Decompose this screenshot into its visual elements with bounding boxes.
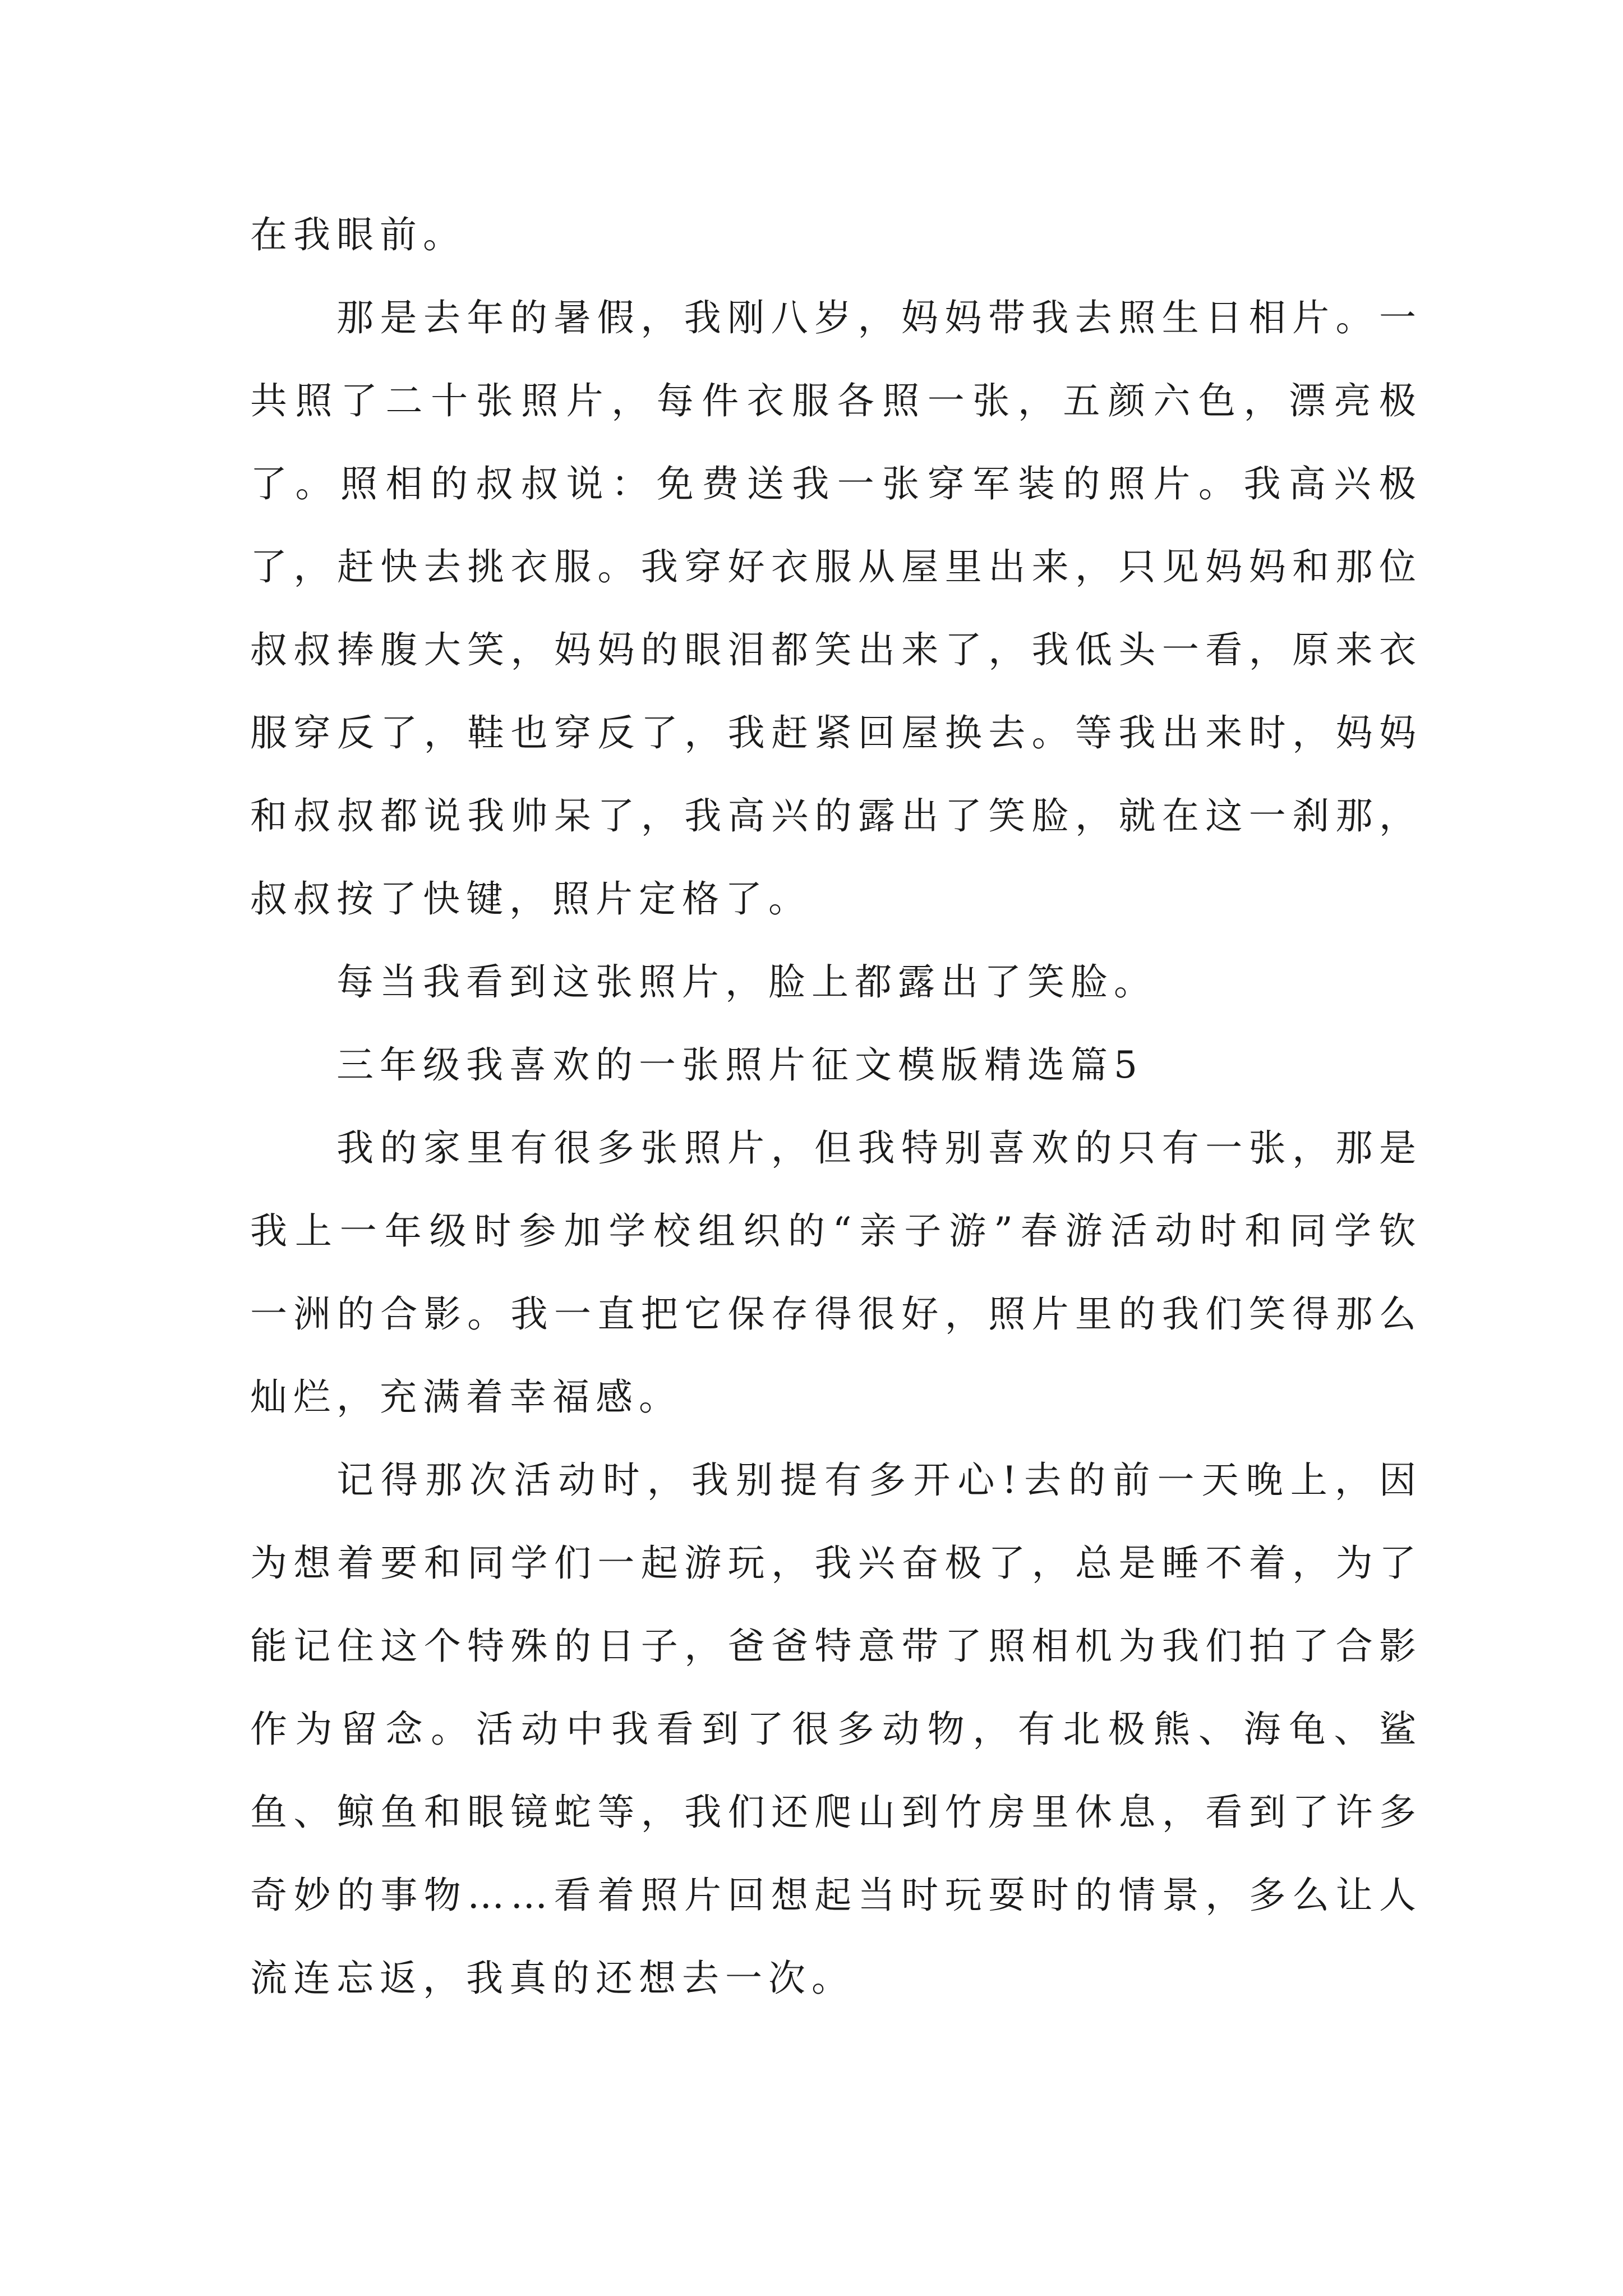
document-body [250, 194, 1422, 2020]
paragraph-family-photos: 我的家里有很多张照片，但我特别喜欢的只有一张，那是我上一年级时参加学校组织的“亲子游”春游活动时和同学钦一洲的合影。我一直把它保存得很好，照片里的我们笑得那么灿烂，充满着幸福感。 [250, 1126, 1422, 1419]
paragraph-smile: 每当我看到这张照片，脸上都露出了笑脸。 [336, 960, 1157, 1004]
section-heading: 三年级我喜欢的一张照片征文模版精选篇5 [336, 1043, 1144, 1087]
paragraph-spring-trip: 记得那次活动时，我别提有多开心!去的前一天晚上，因为想着要和同学们一起游玩，我兴奋极了，总是睡不着，为了能记住这个特殊的日子，爸爸特意带了照相机为我们拍了合影作为留念。活动中我看到了很多动物，有北极熊、海龟、鲨鱼、鲸鱼和眼镜蛇等，我们还爬山到竹房里休息，看到了许多奇妙的事物……看着照片回想起当时玩耍时的情景，多么让人流连忘返，我真的还想去一次。 [250, 1458, 1422, 2000]
paragraph-birthday-photo: 那是去年的暑假，我刚八岁，妈妈带我去照生日相片。一共照了二十张照片，每件衣服各照一张，五颜六色，漂亮极了。照相的叔叔说：免费送我一张穿军装的照片。我高兴极了，赶快去挑衣服。我穿好衣服从屋里出来，只见妈妈和那位叔叔捧腹大笑，妈妈的眼泪都笑出来了，我低头一看，原来衣服穿反了，鞋也穿反了，我赶紧回屋换去。等我出来时，妈妈和叔叔都说我帅呆了，我高兴的露出了笑脸，就在这一刹那，叔叔按了快键，照片定格了。 [250, 296, 1422, 921]
paragraph-continuation: 在我眼前。 [250, 213, 466, 256]
